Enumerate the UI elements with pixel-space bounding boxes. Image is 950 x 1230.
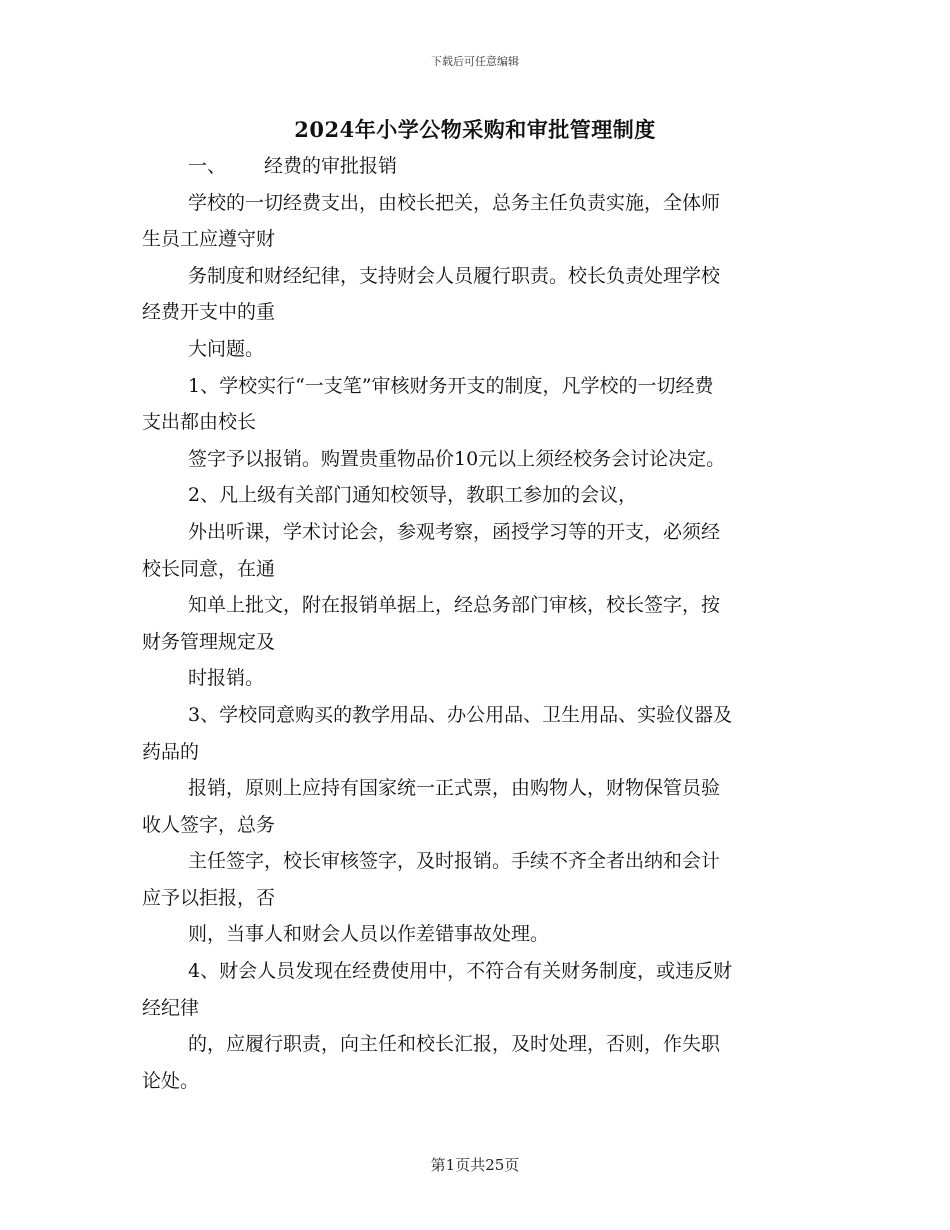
paragraph-line: 签字予以报销。购置贵重物品价10元以上须经校务会讨论决定。 (188, 447, 726, 470)
page-number-footer: 第1页共25页 (430, 1156, 520, 1174)
paragraph-line: 时报销。 (188, 667, 265, 690)
paragraph-line: 论处。 (142, 1069, 200, 1092)
paragraph-line: 学校的一切经费支出，由校长把关，总务主任负责实施，全体师 (188, 191, 721, 214)
paragraph-line: 经纪律 (142, 996, 200, 1019)
paragraph-line: 则，当事人和财会人员以作差错事故处理。 (188, 923, 550, 946)
document-body (142, 148, 812, 1099)
paragraph-line: 务制度和财经纪律，支持财会人员履行职责。校长负责处理学校 (188, 264, 721, 287)
paragraph-line: 药品的 (142, 740, 200, 763)
paragraph-line: 支出都由校长 (142, 411, 257, 434)
paragraph-line: 收人签字，总务 (142, 813, 276, 836)
paragraph-line: 2、凡上级有关部门通知校领导，教职工参加的会议， (188, 484, 638, 507)
paragraph-line: 的，应履行职责，向主任和校长汇报，及时处理，否则，作失职 (188, 1033, 721, 1056)
paragraph-line: 主任签字，校长审核签字，及时报销。手续不齐全者出纳和会计 (188, 850, 721, 873)
document-title: 2024年小学公物采购和审批管理制度 (294, 117, 656, 142)
paragraph-line: 4、财会人员发现在经费使用中，不符合有关财务制度，或违反财 (188, 960, 733, 983)
paragraph-line: 3、学校同意购买的教学用品、办公用品、卫生用品、实验仪器及 (188, 703, 733, 726)
section-heading (142, 148, 812, 185)
section-title: 经费的审批报销 (264, 155, 398, 177)
paragraph-line: 知单上批文，附在报销单据上，经总务部门审核，校长签字，按 (188, 594, 721, 617)
paragraph-line: 外出听课，学术讨论会，参观考察，函授学习等的开支，必须经 (188, 520, 721, 543)
paragraph-line: 1、学校实行“一支笔”审核财务开支的制度，凡学校的一切经费 (188, 374, 714, 397)
paragraph-line: 财务管理规定及 (142, 630, 276, 653)
paragraph-line: 生员工应遵守财 (142, 228, 276, 251)
paragraph-line: 报销，原则上应持有国家统一正式票，由购物人，财物保管员验 (188, 777, 721, 800)
paragraph-line: 应予以拒报，否 (142, 886, 276, 909)
paragraph-line: 校长同意，在通 (142, 557, 276, 580)
section-number: 一、 (188, 155, 227, 177)
page-header: 下载后可任意编辑 (431, 55, 519, 68)
paragraph-line: 经费开支中的重 (142, 301, 276, 324)
paragraph-line: 大问题。 (188, 337, 265, 360)
